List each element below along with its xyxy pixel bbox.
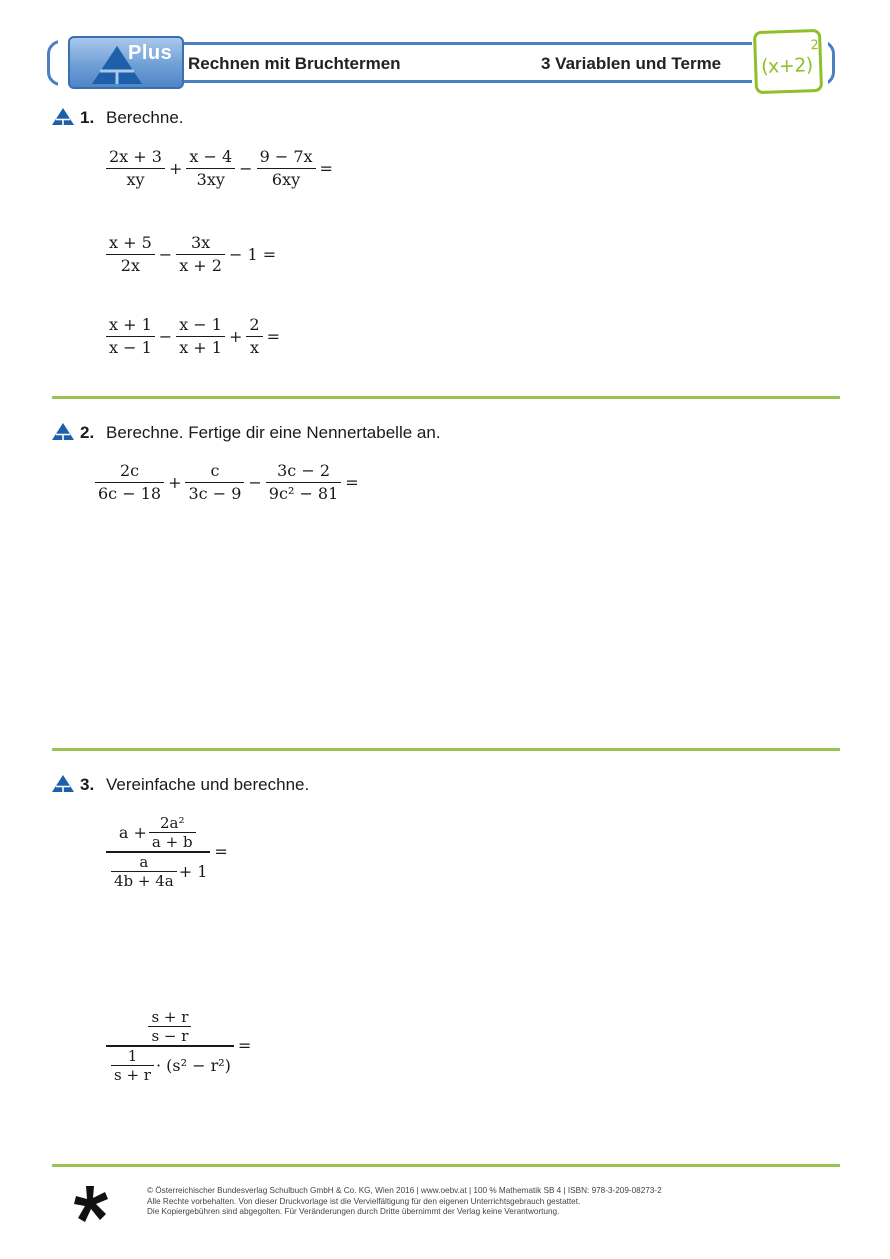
section-divider [52, 748, 840, 751]
task-1b-expression: $\frac{x + 5}{2x}$ − $\frac{3x}{x + 2}$ − 1 = [104, 232, 278, 277]
pyramid-icon [52, 775, 74, 793]
copyright-notice [147, 1186, 662, 1218]
task-1c-expression: $\frac{x + 1}{x - 1}$ − $\frac{x - 1}{x + 1}$ + $\frac{2}{x}$ = [104, 314, 282, 359]
task-instruction: Berechne. Fertige dir eine Nennertabelle an. [106, 423, 441, 442]
term-badge-exponent: 2 [810, 37, 820, 54]
task-2-expression: $\frac{2c}{6c - 18}$ + $\frac{c}{3c - 9}$ − $\frac{3c - 2}{\text{9c² − 81}}$ = [93, 460, 361, 505]
page-title: Rechnen mit Bruchtermen [188, 54, 401, 73]
footer-line-2: Alle Rechte vorbehalten. Von dieser Druckvorlage ist die Vervielfältigung für den eigenen Unterrichtsgebrauch gestattet. [147, 1196, 581, 1206]
task-number: 3. [80, 775, 95, 794]
task-3b-expression: $\frac{s + r}{s - r}$ $\frac{1}{s + r}$ · (s² − r²) = [104, 1008, 253, 1084]
logo-text: Plus [128, 42, 173, 64]
task-instruction: Berechne. [106, 108, 184, 127]
footer-line-1: © Österreichischer Bundesverlag Schulbuch GmbH & Co. KG, Wien 2016 | www.oebv.at | 100 % Mathematik SB 4 | ISBN: 978-3-209-08273-2 [147, 1186, 662, 1195]
chapter-title: 3 Variablen und Terme [541, 54, 722, 73]
term-badge [753, 29, 823, 94]
section-divider [52, 396, 840, 399]
term-badge-text: (x+2) [760, 54, 814, 78]
plus-logo [68, 36, 184, 89]
pyramid-icon [52, 108, 74, 126]
pyramid-icon [52, 423, 74, 441]
task-3a-expression: a + $\frac{\text{2a²}}{a + b}$ $\frac{a}{4b + 4a}$ + 1 = [104, 814, 230, 890]
footer-line-3: Die Kopiergebühren sind abgegolten. Für Veränderungen durch Dritte übernimmt der Verlag keine Verantwortung. [147, 1207, 560, 1216]
publisher-logo-icon [72, 1184, 110, 1224]
footer-divider [52, 1164, 840, 1167]
task-number: 2. [80, 423, 95, 442]
task-instruction: Vereinfache und berechne. [106, 775, 310, 794]
task-1a-expression: $\frac{2x + 3}{xy}$ + $\frac{x - 4}{3xy}$ − $\frac{9 - 7x}{6xy}$ = [104, 146, 335, 191]
task-number: 1. [80, 108, 95, 127]
